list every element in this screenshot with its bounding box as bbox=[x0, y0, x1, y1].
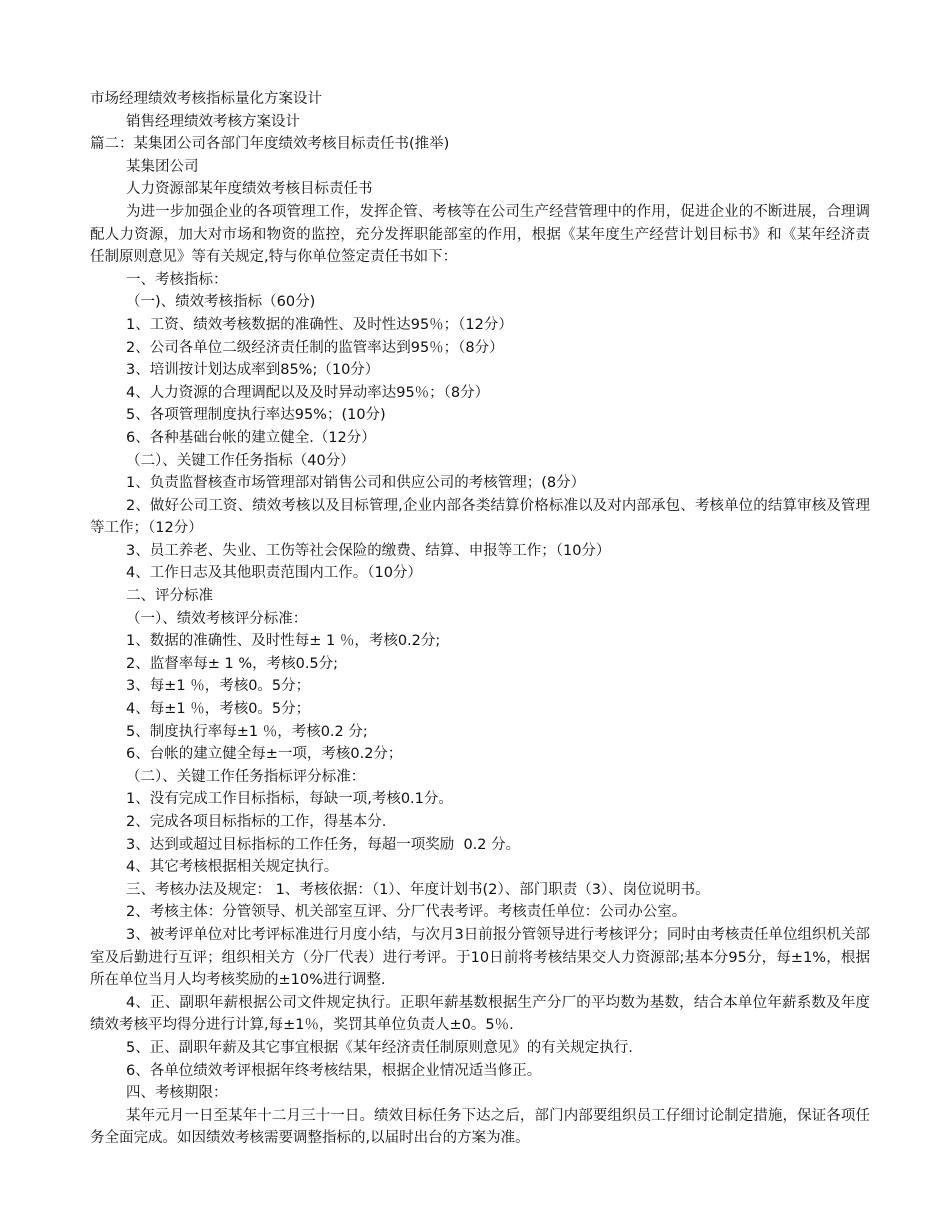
text-line: 5、正、副职年薪及其它事宜根据《某年经济责任制原则意见》的有关规定执行. bbox=[126, 1039, 633, 1056]
text-line: 一、考核指标： bbox=[126, 271, 228, 288]
text-line: 4、其它考核根据相关规定执行。 bbox=[126, 859, 339, 876]
text-line: 某集团公司 bbox=[126, 158, 199, 175]
text-line: 3、培训按计划达成率到85%;（10分） bbox=[126, 362, 380, 379]
text-line: 市场经理绩效考核指标量化方案设计 bbox=[90, 91, 322, 107]
text-line: 6、台帐的建立健全每±一项，考核0.2分； bbox=[126, 746, 403, 763]
text-line: 2、考核主体：分管领导、机关部室互评、分厂代表考评。考核责任单位：公司办公室。 bbox=[126, 904, 687, 921]
text-line: 二、评分标准 bbox=[126, 588, 213, 605]
text-line: 6、各种基础台帐的建立健全.（12分） bbox=[126, 429, 376, 446]
text-line: 2、公司各单位二级经济责任制的监管率达到95％；（8分） bbox=[126, 339, 504, 356]
text-line: （二）、关键工作任务指标（40分） bbox=[126, 452, 355, 469]
text-line: 销售经理绩效考核方案设计 bbox=[126, 113, 300, 130]
text-line: 人力资源部某年度绩效考核目标责任书 bbox=[126, 181, 373, 198]
text-line: 某年元月一日至某年十二月三十一日。绩效目标任务下达之后，部门内部要组织员工仔细讨论制定措施，保证各项任务全面完成。如因绩效考核需要调整指标的,以届时出台的方案为准。 bbox=[90, 1107, 870, 1147]
text-line: 5、制度执行率每±1 ％，考核0.2 分; bbox=[126, 723, 368, 740]
text-line: 三、考核办法及规定： 1、考核依据：（1）、年度计划书(2）、部门职责（3）、岗位说明书。 bbox=[126, 881, 710, 898]
text-line: 4、人力资源的合理调配以及及时异动率达95％；（8分） bbox=[126, 384, 490, 401]
text-line: 4、工作日志及其他职责范围内工作。（10分） bbox=[126, 565, 422, 582]
text-line: 4、每±1 ％，考核0。5分； bbox=[126, 701, 311, 718]
text-line: 6、各单位绩效考评根据年终考核结果，根据企业情况适当修正。 bbox=[126, 1062, 542, 1079]
text-line: 4、正、副职年薪根据公司文件规定执行。正职年薪基数根据生产分厂的平均数为基数，结合本单位年薪系数及年度绩效考核平均得分进行计算,每±1％，奖罚其单位负责人±0。5％. bbox=[90, 994, 870, 1034]
text-line: 3、被考评单位对比考评标准进行月度小结，与次月3日前报分管领导进行考核评分；同时由考核责任单位组织机关部室及后勤进行互评；组织相关方（分厂代表）进行考评。于10日前将考核结果交人力资源部;基本分95分，每±1%，根据所在单位当月人均考核奖励的±10%进行调整. bbox=[90, 926, 870, 989]
document-body bbox=[90, 88, 870, 1150]
text-line: 2、监督率每± 1 %，考核0.5分; bbox=[126, 655, 339, 672]
text-line: 3、达到或超过目标指标的工作任务，每超一项奖励 0.2 分。 bbox=[126, 836, 521, 853]
text-line: 四、考核期限： bbox=[126, 1085, 228, 1102]
text-line: 1、数据的准确性、及时性每± 1 ％，考核0.2分; bbox=[126, 633, 441, 650]
text-line: （一)、绩效考核指标（60分) bbox=[126, 294, 316, 311]
text-line: （一）、绩效考核评分标准： bbox=[126, 610, 308, 627]
text-line: 1、工资、绩效考核数据的准确性、及时性达95％；（12分） bbox=[126, 316, 513, 333]
text-line: 篇二：某集团公司各部门年度绩效考核目标责任书(推举) bbox=[90, 136, 450, 153]
text-line: 2、做好公司工资、绩效考核以及目标管理,企业内部各类结算价格标准以及对内部承包、考核单位的结算审核及管理等工作；（12分） bbox=[90, 497, 870, 537]
text-line: 为进一步加强企业的各项管理工作，发挥企管、考核等在公司生产经营管理中的作用，促进企业的不断进展，合理调配人力资源，加大对市场和物资的监控，充分发挥职能部室的作用，根据《某年度生产经营计划目标书》和《某年经济责任制原则意见》等有关规定,特与你单位签定责任书如下： bbox=[90, 203, 870, 266]
text-line: 3、员工养老、失业、工伤等社会保险的缴费、结算、申报等工作；（10分） bbox=[126, 542, 611, 559]
text-line: 3、每±1 ％，考核0。5分； bbox=[126, 678, 311, 695]
text-line: （二）、关键工作任务指标评分标准： bbox=[126, 768, 366, 785]
text-line: 1、没有完成工作目标指标，每缺一项,考核0.1分。 bbox=[126, 791, 453, 808]
text-line: 5、各项管理制度执行率达95%；(10分) bbox=[126, 407, 386, 424]
text-line: 1、负责监督核查市场管理部对销售公司和供应公司的考核管理；(8分） bbox=[126, 475, 586, 492]
text-line: 2、完成各项目标指标的工作，得基本分. bbox=[126, 814, 387, 830]
